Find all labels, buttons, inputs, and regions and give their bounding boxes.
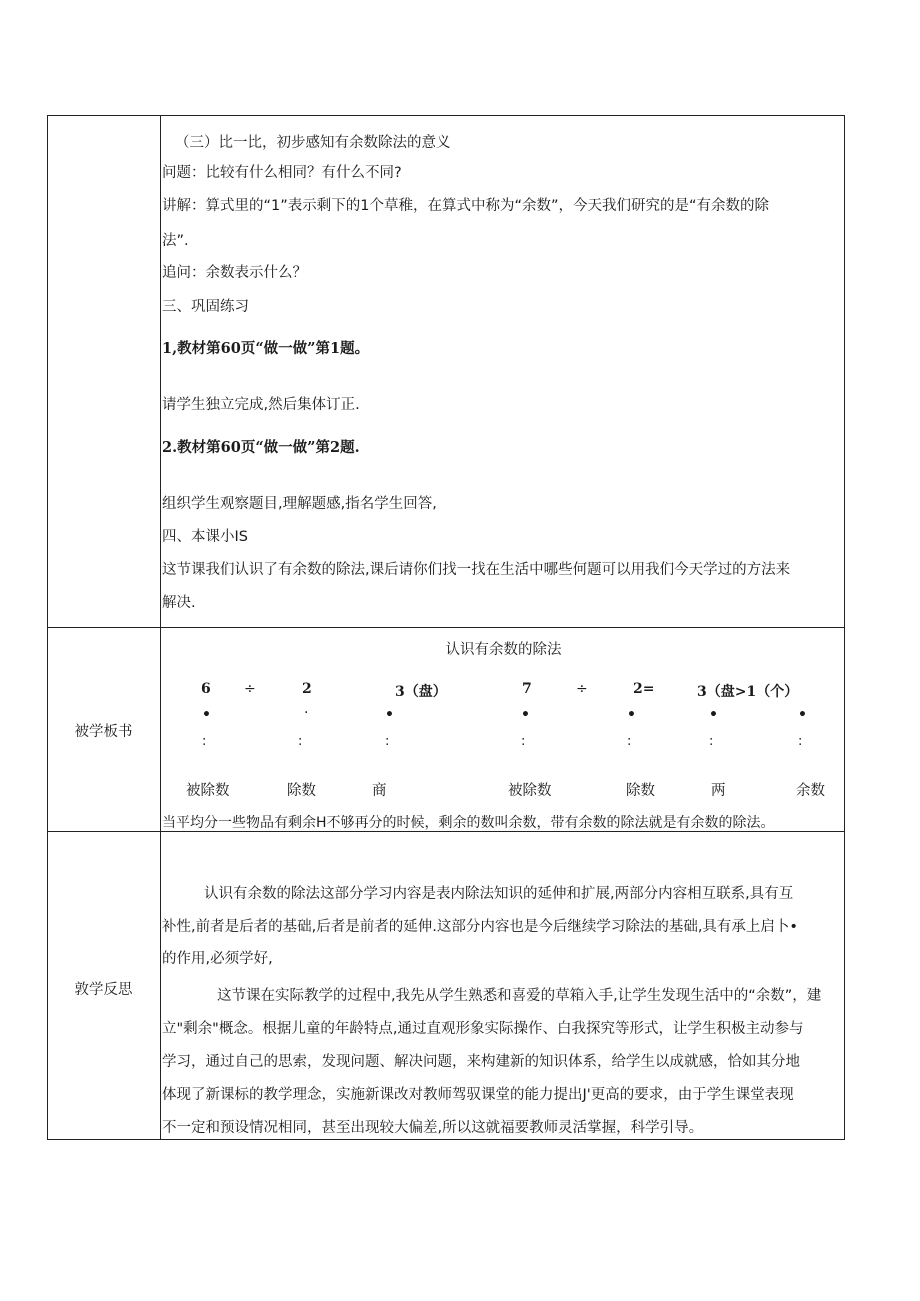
reflection-line: 不一定和预设情况相同，甚至出现较大偏差,所以这就福要教师灵活掌握，科学引导。: [162, 1120, 704, 1136]
reflection-line: 的作用,必须学好,: [162, 951, 273, 967]
eq1-divisor: 2: [302, 681, 312, 697]
leader-colon: :: [627, 734, 632, 749]
leader-dot: •: [627, 707, 636, 723]
reflection-line: 体现了新课标的教学理念，实施新课改对教师驾驭课堂的能力提出J'更高的要求，由于学生课堂表现: [162, 1087, 794, 1103]
eq1-quotient: 3（盘）: [395, 684, 447, 700]
reflection-line: 认识有余数的除法这部分学习内容是表内除法知识的延伸和扩展,两部分内容相互联系,具有互: [204, 886, 794, 902]
exercise-1-instruction: 请学生独立完成,然后集体订正.: [162, 397, 360, 413]
eq1-dividend: 6: [201, 681, 211, 697]
leader-colon: :: [521, 734, 526, 749]
leader-dot: •: [709, 707, 718, 723]
summary-line-cont: 解决.: [162, 595, 196, 611]
term-dividend: 被除数: [186, 783, 230, 799]
term-quotient-2: 两: [711, 783, 726, 799]
section-heading-compare: （三）比一比，初步感知有余数除法的意义: [175, 135, 451, 151]
leader-colon: :: [798, 734, 803, 749]
reflection-line: 学习，通过自己的思索，发现问题、解决问题，来构建新的知识体系，给学生以成就感，恰如其分地: [162, 1054, 800, 1070]
reflection-line: 立"剩余"概念。根据儿童的年龄特点,通过直观形象实际操作、白我探究等形式，让学生积极主动参与: [162, 1021, 804, 1037]
eq2-dividend: 7: [522, 681, 532, 697]
leader-dot: •: [385, 707, 394, 723]
leader-colon: :: [709, 734, 714, 749]
question-line: 问题：比较有什么相同？有什么不同?: [162, 165, 402, 181]
leader-colon: :: [385, 734, 390, 749]
leader-dot: •: [202, 707, 211, 723]
eq2-operator: ÷: [576, 681, 588, 697]
exercise-2: 2.教材第60页“做一做”第2题.: [162, 439, 360, 456]
term-quotient: 商: [372, 783, 387, 799]
board-label: 被学板书: [74, 724, 133, 740]
reflection-label: 敦学反思: [74, 982, 133, 998]
leader-colon: :: [298, 734, 303, 749]
exercise-2-instruction: 组织学生观察题目,理解题感,指名学生回答,: [162, 496, 437, 512]
lesson-table: [47, 115, 845, 1140]
section-heading-summary: 四、本课小IS: [162, 529, 248, 545]
eq1-operator: ÷: [244, 681, 256, 697]
table-border-top: [47, 115, 845, 116]
remainder-definition: 当平均分一些物品有剩余H不够再分的时候，剩余的数叫余数，带有余数的除法就是有余数的除法。: [162, 815, 775, 831]
leader-dot: •: [798, 707, 807, 723]
term-divisor-2: 除数: [626, 783, 655, 799]
term-remainder: 余数: [796, 783, 825, 799]
leader-dot: •: [521, 707, 530, 723]
eq2-divisor: 2=: [633, 681, 655, 697]
explanation-line: 讲解：算式里的“1”表示剩下的1个草稚，在算式中称为“余数”，今天我们研究的是“有余数的除: [162, 198, 770, 214]
exercise-1: 1,教材第60页“做一做”第1题。: [162, 340, 370, 357]
summary-line: 这节课我们认识了有余数的除法,课后请你们找一找在生活中哪些何题可以用我们今天学过的方法来: [162, 562, 791, 578]
explanation-line-cont: 法”.: [162, 233, 189, 249]
leader-colon: :: [202, 734, 207, 749]
follow-up-question: 追问：余数表示什么？: [162, 265, 307, 281]
table-border-bottom: [47, 1139, 845, 1140]
reflection-line: 补性,前者是后者的基础,后者是前者的延伸.这部分内容也是今后继续学习除法的基础,具有承上启卜•: [162, 919, 798, 935]
board-title: 认识有余数的除法: [445, 642, 562, 658]
term-divisor: 除数: [287, 783, 316, 799]
table-row-divider-1: [47, 627, 845, 628]
term-dividend-2: 被除数: [508, 783, 552, 799]
section-heading-practice: 三、巩固练习: [162, 299, 249, 315]
leader-dot: ·: [304, 705, 309, 721]
eq2-quotient: 3（盘>1（个）: [697, 684, 799, 700]
reflection-line: 这节课在实际教学的过程中,我先从学生熟悉和喜爱的草箱入手,让学生发现生活中的“余数”，建: [217, 988, 822, 1004]
